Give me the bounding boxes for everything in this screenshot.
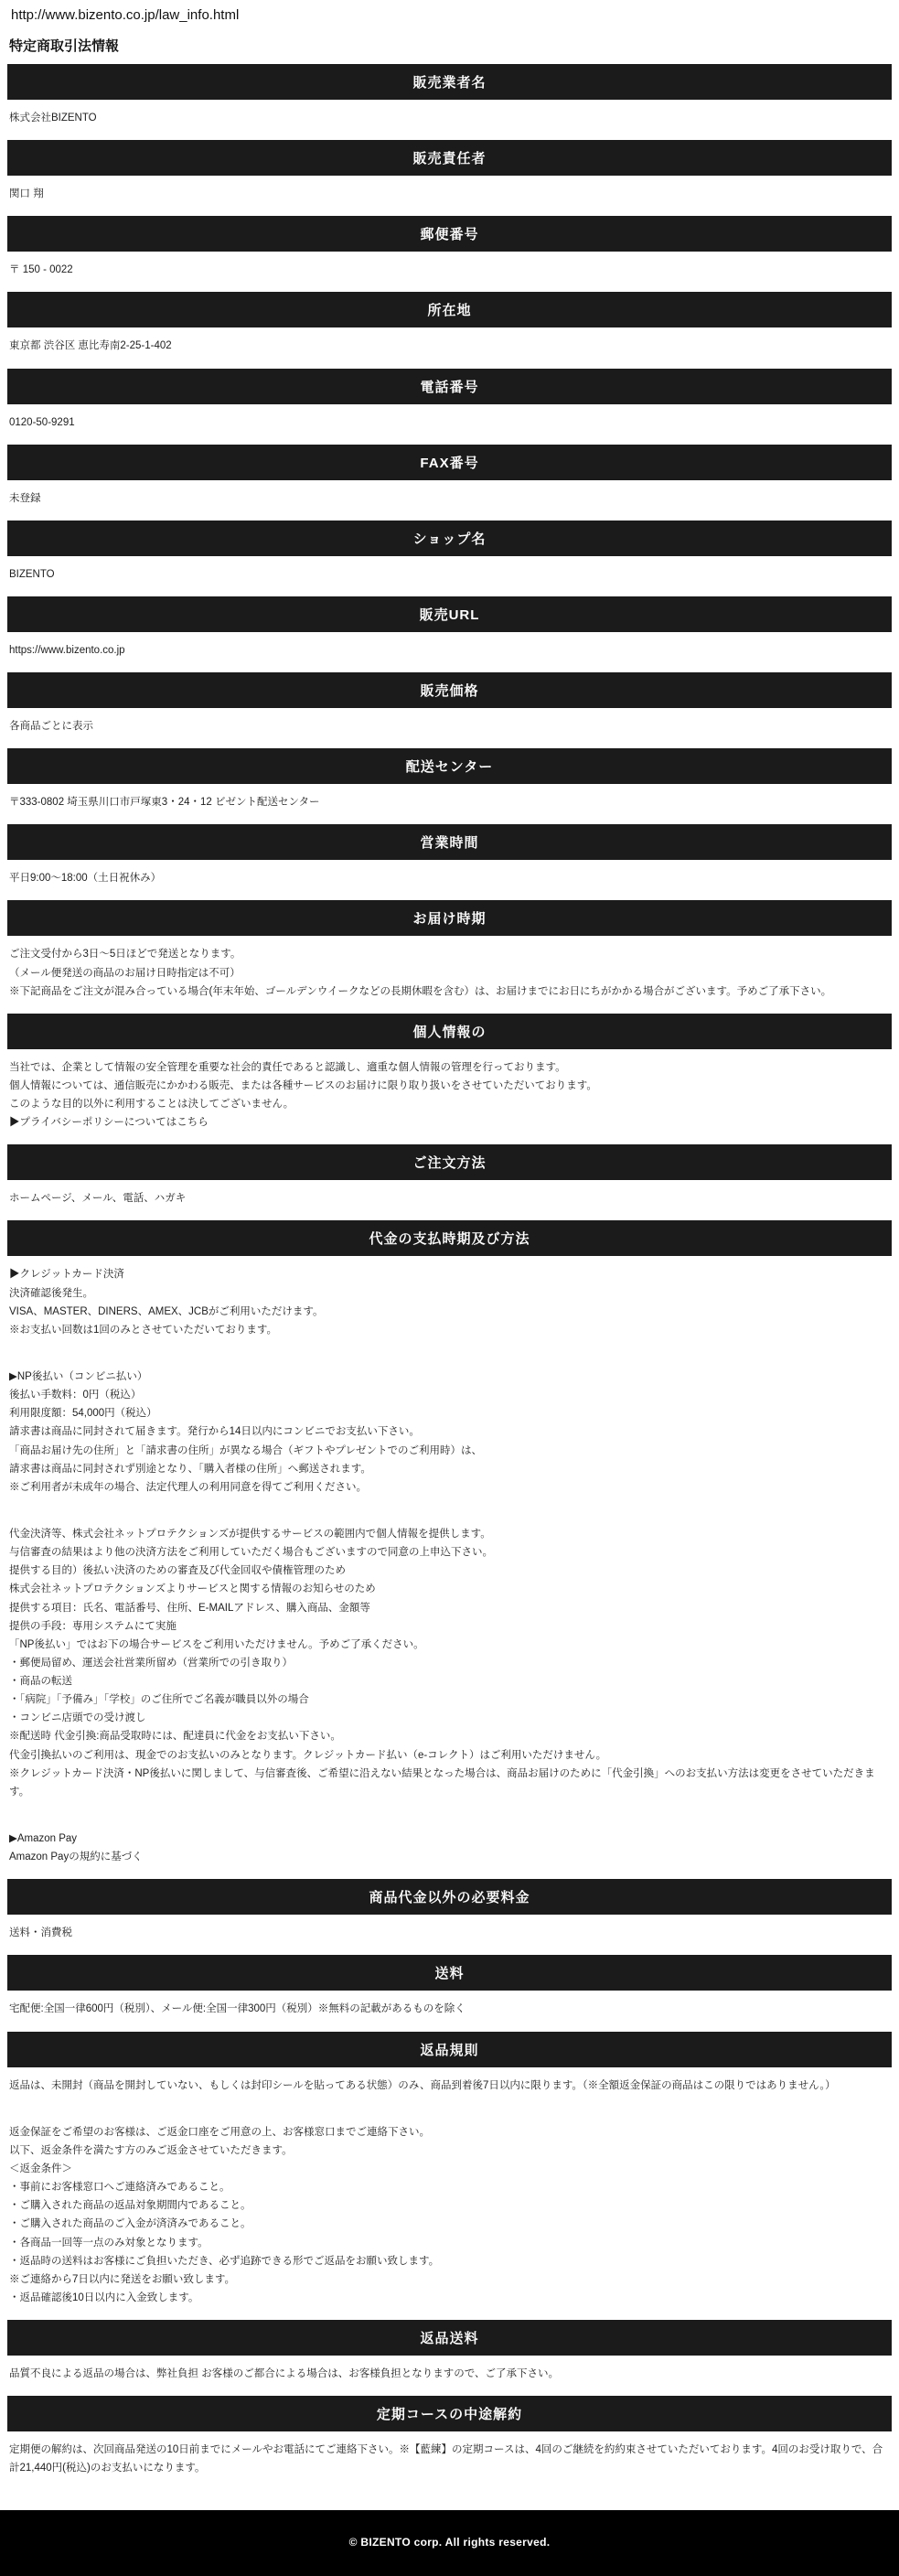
section-line: ▶プライバシーポリシーについてはこちら [9,1117,209,1129]
section-line: 与信審査の結果はより他の決済方法をご利用していただく場合もございますので同意の上申込下さい。 [9,1547,493,1559]
section-heading: 定期コースの中途解約 [7,2396,892,2431]
info-section [7,292,892,368]
section-line: ※ご連絡から7日以内に発送をお願い致します。 [9,2273,235,2285]
section-heading: 販売責任者 [7,140,892,176]
section-body [7,404,892,445]
section-body [7,100,892,140]
info-section [7,216,892,292]
section-heading: お届け時期 [7,900,892,936]
section-line: 株式会社BIZENTO [9,113,97,123]
section-line: ・コンビニ店頭での受け渡し [9,1712,146,1724]
section-line: ※お支払い回数は1回のみとさせていただいております。 [9,1324,277,1336]
section-heading: ショップ名 [7,521,892,556]
section-line: ▶Amazon Pay [9,1833,78,1844]
section-heading: 返品規則 [7,2032,892,2067]
section-body [7,1915,892,1955]
section-heading: 販売価格 [7,672,892,708]
section-line: 個人情報については、通信販売にかかわる販売、または各種サービスのお届けに限り取り扱いをさせていただいております。 [9,1079,597,1091]
section-line: ▶クレジットカード決済 [9,1269,124,1281]
section-body [7,252,892,292]
url-bar[interactable]: http://www.bizento.co.jp/law_info.html [11,7,240,23]
section-line: 利用限度額：54,000円（税込） [9,1408,157,1420]
section-line: ・返品確認後10日以内に入金致します。 [9,2292,199,2303]
section-heading: 営業時間 [7,824,892,860]
info-section [7,1220,892,1879]
info-section [7,596,892,672]
section-line: 提供する項目：氏名、電話番号、住所、E-MAILアドレス、購入商品、金額等 [9,1602,370,1614]
section-line: 提供の手段：専用システムにて実施 [9,1620,177,1632]
section-line: 返金保証をご希望のお客様は、ご返金口座をご用意の上、お客様窓口までご連絡下さい。 [9,2126,430,2138]
info-section [7,2320,892,2396]
section-line: ・ご購入された商品の返品対象期間内であること。 [9,2200,252,2212]
section-line: ホームページ、メール、電話、ハガキ [9,1193,187,1205]
section-line: ※配送時 代金引換:商品受取時には、配達員に代金をお支払い下さい。 [9,1731,341,1743]
section-line: ・ご購入された商品のご入金が済済みであること。 [9,2218,252,2230]
section-line: ※ご利用者が未成年の場合、法定代理人の利用同意を得てご利用ください。 [9,1481,367,1493]
section-line: ・事前にお客様窓口へご連絡済みであること。 [9,2182,230,2194]
section-line: ・返品時の送料はお客様にご負担いただき、必ず追跡できる形でご返品をお願い致します。 [9,2255,440,2267]
section-heading: 個人情報の [7,1014,892,1049]
info-section [7,672,892,748]
section-line: ▶NP後払い（コンビニ払い） [9,1371,148,1382]
section-body [7,2067,892,2321]
section-line: 決済確認後発生。 [9,1287,93,1299]
section-heading: 郵便番号 [7,216,892,252]
section-line: 平日9:00〜18:00（土日祝休み） [9,873,162,885]
section-heading: 返品送料 [7,2320,892,2356]
section-body [7,2431,892,2490]
page-content [0,32,899,2490]
section-line: ・各商品一回等一点のみ対象となります。 [9,2237,209,2249]
section-heading: 送料 [7,1955,892,1991]
section-line: Amazon Payの規約に基づく [9,1852,143,1863]
section-body [7,176,892,216]
section-line-spacer [9,1349,890,1368]
section-line: 未登録 [9,492,41,504]
section-line: 東京都 渋谷区 恵比寿南2-25-1-402 [9,340,172,352]
section-line: 〒 150 - 0022 [9,264,73,276]
section-line: ※下記商品をご注文が混み合っている場合(年末年始、ゴールデンウイークなどの長期休暇を含む）は、お届けまでにお日にちがかかる場合がございます。予めご了承下さい。 [9,985,832,997]
section-line: 品質不良による返品の場合は、弊社負担 お客様のご都合による場合は、お客様負担となりますので、ご了承下さい。 [9,2368,559,2379]
section-heading: 代金の支払時期及び方法 [7,1220,892,1256]
section-heading: 販売業者名 [7,64,892,100]
section-line: 当社では、企業として情報の安全管理を重要な社会的責任であると認識し、適重な個人情報の管理を行っております。 [9,1061,566,1073]
section-body [7,2356,892,2396]
section-body [7,1180,892,1220]
section-line: 0120-50-9291 [9,416,75,428]
page-footer: © BIZENTO corp. All rights reserved. [0,2510,899,2576]
section-body [7,936,892,1013]
info-section [7,2396,892,2490]
page-title: 特定商取引法情報 [9,38,120,54]
section-heading: 配送センター [7,748,892,784]
section-heading: FAX番号 [7,445,892,480]
section-body [7,556,892,596]
section-line-spacer [9,1811,890,1830]
info-section [7,824,892,900]
section-line-spacer [9,1507,890,1525]
section-heading: 所在地 [7,292,892,327]
section-body [7,1991,892,2031]
section-body [7,1256,892,1879]
section-line: https://www.bizento.co.jp [9,644,125,656]
section-line: 送料・消費税 [9,1927,72,1939]
section-line: このような目的以外に利用することは決してございません。 [9,1099,294,1110]
section-body [7,708,892,748]
info-section [7,1014,892,1145]
info-section [7,445,892,521]
section-line: 株式会社ネットプロテクションズよりサービスと関する情報のお知らせのため [9,1583,376,1595]
section-heading: 販売URL [7,596,892,632]
section-line: 〒333-0802 埼玉県川口市戸塚東3・24・12 ビゼント配送センター [9,797,320,809]
section-body [7,480,892,521]
section-line: 「商品お届け先の住所」と「請求書の住所」が異なる場合（ギフトやプレゼントでのご利用時）は、 [9,1444,483,1456]
section-line: VISA、MASTER、DINERS、AMEX、JCBがご利用いただけます。 [9,1305,324,1317]
sections-container [7,64,892,2490]
section-body [7,327,892,368]
section-body [7,784,892,824]
info-section [7,1955,892,2031]
section-body [7,1049,892,1145]
info-section [7,140,892,216]
section-body [7,860,892,900]
section-line: ・郵便局留め、運送会社営業所留め（営業所での引き取り） [9,1657,294,1669]
section-heading: 電話番号 [7,369,892,404]
section-line: ※クレジットカード決済・NP後払いに関しまして、与信審査後、ご希望に沿えない結果となった場合は、商品お届けのために「代金引換」へのお支払い方法は変更をさせていただきます。 [9,1767,875,1798]
section-body [7,632,892,672]
info-section [7,1879,892,1955]
info-section [7,521,892,596]
section-line: 提供する目的）後払い決済のための審査及び代金回収や債権管理のため [9,1565,346,1577]
section-line: （メール便発送の商品のお届け日時指定は不可） [9,967,241,979]
section-heading: ご注文方法 [7,1144,892,1180]
section-line: 関口 翔 [9,188,44,200]
section-line: 定期便の解約は、次回商品発送の10日前までにメールやお電話にてご連絡下さい。※【藍練】の定期コースは、4回のご継続を約約束させていただいております。4回のお受け取りで、合計21,440円(税込)のお支払いになります。 [9,2444,883,2474]
section-heading: 商品代金以外の必要料金 [7,1879,892,1915]
section-line: 各商品ごとに表示 [9,721,93,732]
section-line: 後払い手数料：0円（税込） [9,1390,142,1401]
section-line: 以下、返金条件を満たす方のみご返金させていただきます。 [9,2144,293,2156]
section-line: 請求書は商品に同封されず別途となり、「購入者様の住所」へ郵送されます。 [9,1463,371,1475]
info-section [7,369,892,445]
section-line: ・商品の転送 [9,1676,72,1687]
info-section [7,748,892,824]
section-line: ＜返金条件＞ [9,2163,72,2174]
section-line: 代金決済等、株式会社ネットプロテクションズが提供するサービスの範囲内で個人情報を提供します。 [9,1529,491,1540]
section-line: 代金引換払いのご利用は、現金でのお支払いのみとなります。クレジットカード払い（e-コレクト）はご利用いただけません。 [9,1749,607,1761]
section-line: 請求書は商品に同封されて届きます。発行から14日以内にコンビニでお支払い下さい。 [9,1426,420,1438]
info-section [7,2032,892,2321]
section-line-spacer [9,2105,890,2123]
section-line: 「NP後払い」ではお下の場合サービスをご利用いただけません。予めご了承ください。 [9,1638,424,1650]
info-section [7,900,892,1013]
info-section [7,1144,892,1220]
section-line: 返品は、未開封（商品を開封していない、もしくは封印シールを貼ってある状態）のみ、商品到着後7日以内に限ります。（※全額返金保証の商品はこの限りではありません。） [9,2079,836,2091]
info-section [7,64,892,140]
section-line: ・「病院」「予備み」「学校」のご住所でご名義が職員以外の場合 [9,1694,309,1706]
section-line: 宅配便:全国一律600円（税別）、メール便:全国一律300円（税別）※無料の記載があるものを除く [9,2003,466,2015]
section-line: ご注文受付から3日〜5日ほどで発送となります。 [9,949,241,961]
section-line: BIZENTO [9,568,55,580]
